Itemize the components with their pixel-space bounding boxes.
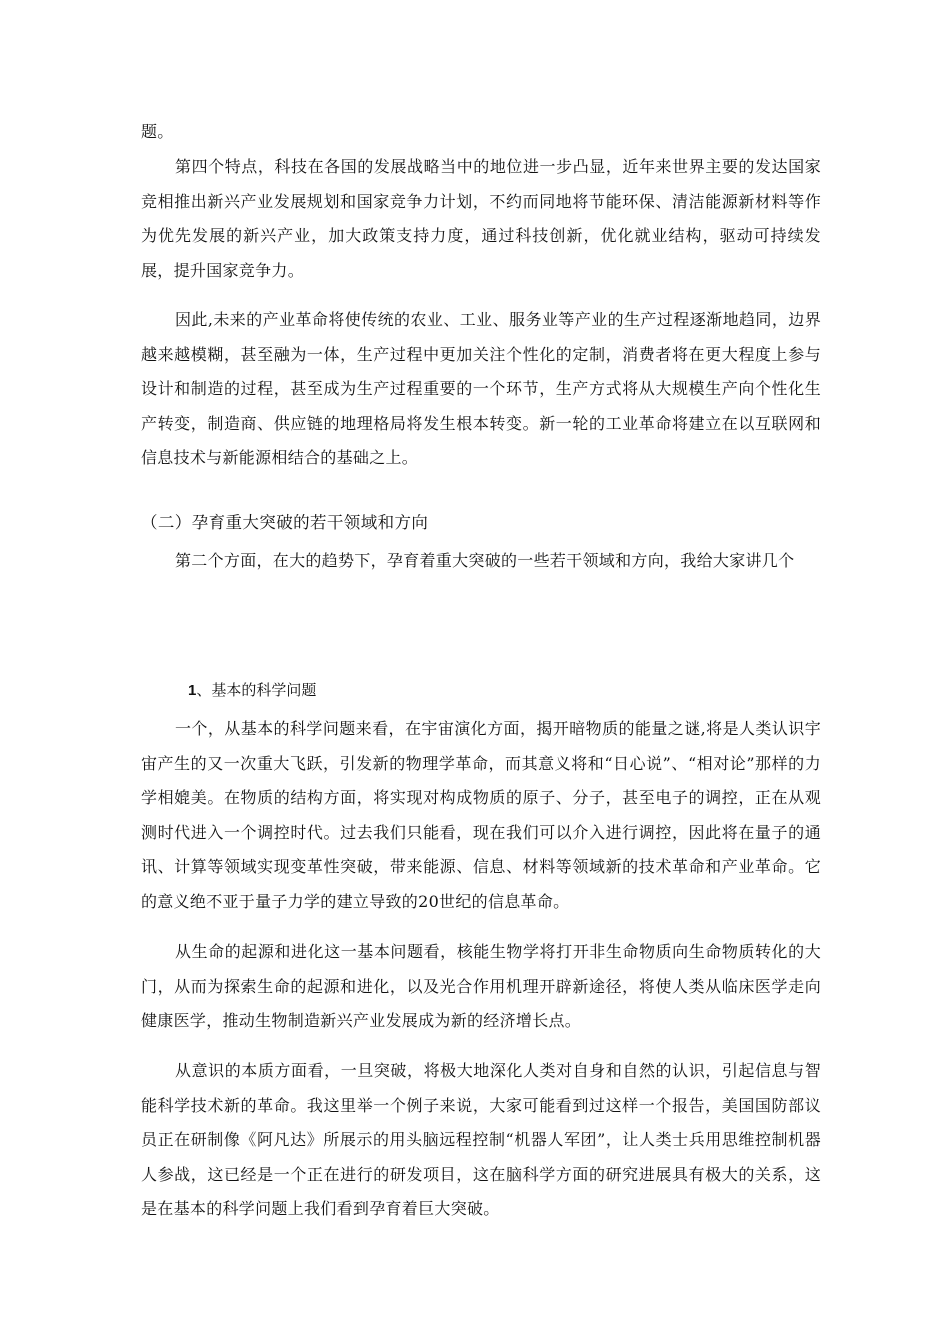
paragraph-second-aspect: 第二个方面，在大的趋势下，孕育着重大突破的一些若干领域和方向，我给大家讲几个 — [175, 551, 795, 570]
subsection-heading — [188, 675, 316, 706]
subsection-number: 1 — [188, 682, 197, 699]
subsection-title: 、基本的科学问题 — [196, 681, 317, 699]
paragraph-conclusion: 因此,未来的产业革命将使传统的农业、工业、服务业等产业的生产过程逐渐地趋同，边界越来越模糊，甚至融为一体，生产过程中更加关注个性化的定制，消费者将在更大程度上参与设计和制造的过程，甚至成为生产过程重要的一个环节，生产方式将从大规模生产向个性化生产转变，制造商、供应链的地理格局将发生根本转变。新一轮的工业革命将建立在以互联网和信息技术与新能源相结合的基础之上。 — [141, 310, 821, 467]
section-heading: （二）孕育重大突破的若干领域和方向 — [141, 513, 429, 532]
paragraph-fourth-feature: 第四个特点，科技在各国的发展战略当中的地位进一步凸显，近年来世界主要的发达国家竞相推出新兴产业发展规划和国家竞争力计划，不约而同地将节能环保、清洁能源新材料等作为优先发展的新兴产业，加大政策支持力度，通过科技创新，优化就业结构，驱动可持续发展，提升国家竞争力。 — [141, 157, 821, 280]
paragraph-consciousness: 从意识的本质方面看，一旦突破，将极大地深化人类对自身和自然的认识，引起信息与智能科学技术新的革命。我这里举一个例子来说，大家可能看到过这样一个报告，美国国防部议员正在研制像《阿凡达》所展示的用头脑远程控制“机器人军团”，让人类士兵用思维控制机器人参战，这已经是一个正在进行的研发项目，这在脑科学方面的研究进展具有极大的关系，这是在基本的科学问题上我们看到孕育着巨大突破。 — [141, 1061, 821, 1218]
paragraph-basic-science: 一个，从基本的科学问题来看，在宇宙演化方面，揭开暗物质的能量之谜,将是人类认识宇宙产生的又一次重大飞跃，引发新的物理学革命，而其意义将和“日心说”、“相对论”那样的力学相媲美。在物质的结构方面，将实现对构成物质的原子、分子，甚至电子的调控，正在从观测时代进入一个调控时代。过去我们只能看，现在我们可以介入进行调控，因此将在量子的通讯、计算等领域实现变革性突破，带来能源、信息、材料等领域新的技术革命和产业革命。它的意义绝不亚于量子力学的建立导致的20世纪的信息革命。 — [141, 719, 821, 911]
paragraph-continuation: 题。 — [141, 122, 174, 141]
paragraph-origin-of-life: 从生命的起源和进化这一基本问题看，核能生物学将打开非生命物质向生命物质转化的大门，从而为探索生命的起源和进化，以及光合作用机理开辟新途径，将使人类从临床医学走向健康医学，推动生物制造新兴产业发展成为新的经济增长点。 — [141, 942, 821, 1030]
